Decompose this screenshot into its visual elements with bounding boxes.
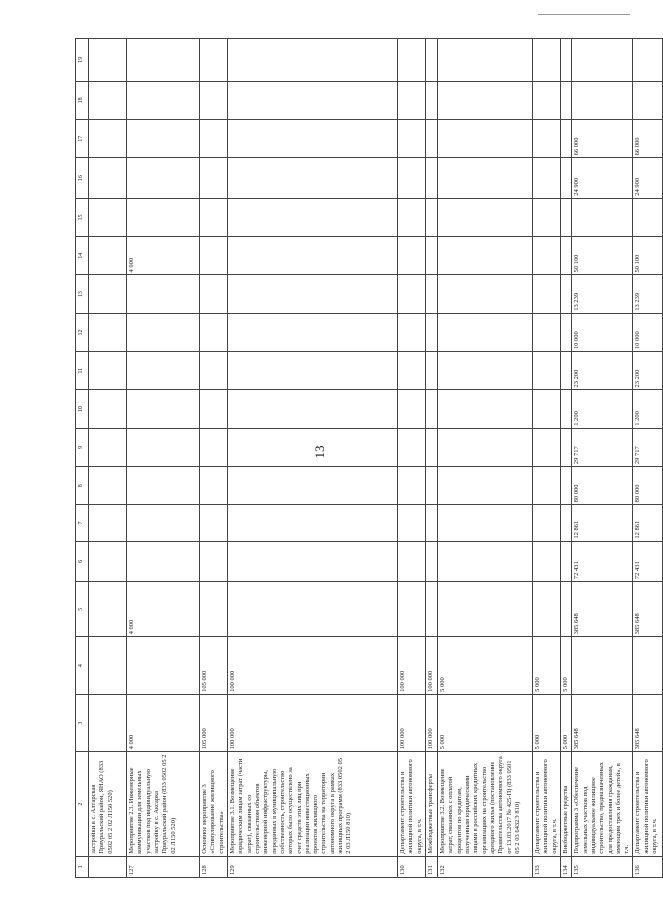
value-cell: 5 000 bbox=[560, 637, 571, 694]
rotated-table-area bbox=[75, 38, 659, 878]
value-cell bbox=[200, 275, 228, 313]
value-cell bbox=[89, 582, 127, 637]
value-cell bbox=[127, 541, 200, 581]
value-cell bbox=[228, 352, 398, 390]
value-cell: 12 861 bbox=[572, 505, 633, 541]
value-cell bbox=[533, 275, 561, 313]
value-cell bbox=[438, 237, 533, 275]
column-header: 17 bbox=[76, 120, 89, 158]
row-number: 129 bbox=[228, 856, 398, 877]
value-cell bbox=[560, 467, 571, 505]
value-cell bbox=[398, 158, 426, 198]
value-cell bbox=[426, 39, 438, 82]
column-header: 4 bbox=[76, 637, 89, 694]
top-right-rule bbox=[538, 14, 630, 15]
value-cell bbox=[398, 81, 426, 119]
value-cell bbox=[560, 541, 571, 581]
value-cell bbox=[438, 390, 533, 428]
value-cell: 29 717 bbox=[572, 428, 633, 466]
value-cell bbox=[127, 39, 200, 82]
table-row bbox=[560, 39, 571, 878]
value-cell bbox=[426, 352, 438, 390]
value-cell bbox=[533, 541, 561, 581]
value-cell bbox=[533, 582, 561, 637]
column-header: 1 bbox=[76, 856, 89, 877]
table-row bbox=[200, 39, 228, 878]
value-cell: 5 000 bbox=[438, 694, 533, 751]
row-name: застройки в с. Алтарская Приуральский район, ЯНАО (833 0502 05 2 02 Л150 520) bbox=[89, 752, 127, 856]
value-cell: 5 000 bbox=[438, 637, 533, 694]
value-cell bbox=[398, 428, 426, 466]
value-cell bbox=[398, 505, 426, 541]
value-cell bbox=[572, 198, 633, 236]
value-cell: 100 000 bbox=[426, 694, 438, 751]
column-header: 15 bbox=[76, 198, 89, 236]
value-cell bbox=[89, 352, 127, 390]
value-cell bbox=[426, 81, 438, 119]
value-cell bbox=[572, 39, 633, 82]
value-cell bbox=[438, 120, 533, 158]
value-cell: 10 000 bbox=[633, 313, 663, 351]
value-cell bbox=[228, 120, 398, 158]
value-cell bbox=[127, 158, 200, 198]
value-cell bbox=[200, 81, 228, 119]
column-header: 12 bbox=[76, 313, 89, 351]
value-cell: 105 000 bbox=[200, 637, 228, 694]
value-cell bbox=[560, 313, 571, 351]
value-cell bbox=[560, 352, 571, 390]
value-cell bbox=[560, 198, 571, 236]
value-cell bbox=[200, 467, 228, 505]
row-name: Подпрограмма 3 «Обеспечение земельных участков под индивидуальное жилищное строительство, предназначенных для предоставления гражданам, имеющим трех и более детей», в т.ч. bbox=[572, 752, 633, 856]
row-name: Основное мероприятие 3 «Стимулирование жилищного строительства» bbox=[200, 752, 228, 856]
rotated-table-wrapper bbox=[75, 38, 659, 878]
value-cell bbox=[426, 541, 438, 581]
value-cell bbox=[228, 541, 398, 581]
value-cell: 23 200 bbox=[572, 352, 633, 390]
value-cell: 100 000 bbox=[426, 637, 438, 694]
value-cell bbox=[127, 198, 200, 236]
column-header: 9 bbox=[76, 428, 89, 466]
value-cell bbox=[633, 39, 663, 82]
header-row bbox=[76, 39, 89, 878]
value-cell bbox=[560, 390, 571, 428]
value-cell bbox=[228, 505, 398, 541]
value-cell bbox=[533, 428, 561, 466]
value-cell bbox=[200, 352, 228, 390]
table-row bbox=[228, 39, 398, 878]
table-row bbox=[633, 39, 663, 878]
value-cell bbox=[89, 275, 127, 313]
value-cell bbox=[438, 81, 533, 119]
value-cell: 4 000 bbox=[127, 694, 200, 751]
value-cell bbox=[398, 275, 426, 313]
value-cell: 100 000 bbox=[398, 637, 426, 694]
value-cell bbox=[200, 505, 228, 541]
value-cell bbox=[438, 541, 533, 581]
value-cell bbox=[560, 582, 571, 637]
value-cell bbox=[438, 352, 533, 390]
row-name: Межбюджетные трансферты bbox=[426, 752, 438, 856]
value-cell bbox=[127, 428, 200, 466]
value-cell bbox=[533, 81, 561, 119]
column-header: 5 bbox=[76, 582, 89, 637]
value-cell bbox=[533, 467, 561, 505]
value-cell bbox=[560, 237, 571, 275]
financing-table bbox=[75, 38, 663, 878]
value-cell bbox=[127, 81, 200, 119]
value-cell bbox=[200, 541, 228, 581]
value-cell bbox=[533, 313, 561, 351]
value-cell bbox=[228, 390, 398, 428]
value-cell bbox=[398, 39, 426, 82]
value-cell bbox=[228, 275, 398, 313]
value-cell bbox=[127, 313, 200, 351]
value-cell: 385 648 bbox=[572, 582, 633, 637]
column-header: 2 bbox=[76, 752, 89, 856]
value-cell bbox=[426, 120, 438, 158]
value-cell bbox=[438, 275, 533, 313]
value-cell bbox=[228, 39, 398, 82]
row-number: 132 bbox=[438, 856, 533, 877]
table-row bbox=[127, 39, 200, 878]
value-cell: 66 000 bbox=[572, 120, 633, 158]
value-cell bbox=[89, 81, 127, 119]
value-cell bbox=[89, 313, 127, 351]
value-cell bbox=[228, 467, 398, 505]
value-cell bbox=[89, 637, 127, 694]
value-cell: 50 100 bbox=[572, 237, 633, 275]
row-name: Мероприятие 2.3. Инженерные коммуникации для земельных участков под индивидуальную застройку в с. Аксарка Приуральский район (833 0502 05 2 02 Л150 520) bbox=[127, 752, 200, 856]
value-cell bbox=[533, 352, 561, 390]
value-cell bbox=[438, 428, 533, 466]
value-cell bbox=[438, 467, 533, 505]
value-cell bbox=[398, 120, 426, 158]
value-cell bbox=[560, 81, 571, 119]
value-cell bbox=[89, 39, 127, 82]
value-cell bbox=[560, 505, 571, 541]
row-number: 134 bbox=[560, 856, 571, 877]
value-cell bbox=[89, 158, 127, 198]
value-cell bbox=[438, 198, 533, 236]
value-cell bbox=[398, 582, 426, 637]
value-cell bbox=[89, 428, 127, 466]
value-cell bbox=[426, 428, 438, 466]
value-cell bbox=[533, 237, 561, 275]
row-name: Внебюджетные средства bbox=[560, 752, 571, 856]
row-number bbox=[89, 856, 127, 877]
value-cell bbox=[426, 158, 438, 198]
value-cell: 23 200 bbox=[633, 352, 663, 390]
row-number: 133 bbox=[533, 856, 561, 877]
value-cell bbox=[426, 582, 438, 637]
value-cell: 24 900 bbox=[633, 158, 663, 198]
column-header: 8 bbox=[76, 467, 89, 505]
value-cell bbox=[426, 313, 438, 351]
value-cell: 105 000 bbox=[200, 694, 228, 751]
value-cell bbox=[200, 198, 228, 236]
value-cell: 100 000 bbox=[228, 637, 398, 694]
value-cell bbox=[426, 390, 438, 428]
value-cell bbox=[533, 39, 561, 82]
value-cell: 100 000 bbox=[398, 694, 426, 751]
value-cell bbox=[426, 275, 438, 313]
value-cell bbox=[89, 505, 127, 541]
value-cell bbox=[127, 467, 200, 505]
table-row bbox=[572, 39, 633, 878]
column-header: 18 bbox=[76, 81, 89, 119]
value-cell bbox=[398, 198, 426, 236]
value-cell bbox=[200, 428, 228, 466]
value-cell bbox=[228, 237, 398, 275]
row-number: 128 bbox=[200, 856, 228, 877]
value-cell bbox=[560, 39, 571, 82]
value-cell bbox=[89, 694, 127, 751]
value-cell: 10 000 bbox=[572, 313, 633, 351]
value-cell: 5 000 bbox=[533, 637, 561, 694]
value-cell: 29 717 bbox=[633, 428, 663, 466]
value-cell: 80 000 bbox=[633, 467, 663, 505]
value-cell bbox=[633, 198, 663, 236]
row-name: Департамент строительства и жилищной политики автономного округа, в т.ч. bbox=[633, 752, 663, 856]
row-name: Департамент строительства и жилищной политики автономного округа, в т.ч. bbox=[398, 752, 426, 856]
column-header: 3 bbox=[76, 694, 89, 751]
value-cell bbox=[200, 582, 228, 637]
column-header: 10 bbox=[76, 390, 89, 428]
value-cell bbox=[572, 637, 633, 694]
table-row bbox=[533, 39, 561, 878]
value-cell bbox=[560, 120, 571, 158]
value-cell bbox=[560, 158, 571, 198]
value-cell bbox=[426, 467, 438, 505]
value-cell bbox=[533, 120, 561, 158]
value-cell: 12 861 bbox=[633, 505, 663, 541]
value-cell bbox=[228, 81, 398, 119]
value-cell bbox=[438, 582, 533, 637]
value-cell bbox=[533, 390, 561, 428]
value-cell bbox=[560, 275, 571, 313]
value-cell bbox=[127, 637, 200, 694]
value-cell bbox=[398, 352, 426, 390]
table-row bbox=[398, 39, 426, 878]
value-cell bbox=[633, 637, 663, 694]
value-cell bbox=[398, 467, 426, 505]
value-cell bbox=[127, 275, 200, 313]
value-cell: 385 648 bbox=[633, 582, 663, 637]
value-cell: 100 000 bbox=[228, 694, 398, 751]
row-name: Мероприятие 3.2. Возмещение затрат, связанных с оплатой процентов по кредитам, полученным юридическими лицами в российских кредитных организациях на строительство арендного жилья (постановление Правительства автономного округа от 13.03.2017 № 425-П) (833 0501 05 2 03 6432Э 810) bbox=[438, 752, 533, 856]
table-row bbox=[438, 39, 533, 878]
value-cell bbox=[89, 541, 127, 581]
value-cell bbox=[200, 120, 228, 158]
row-name: Департамент строительства и жилищной политики автономного округа, в т.ч. bbox=[533, 752, 561, 856]
value-cell bbox=[426, 505, 438, 541]
value-cell: 1 200 bbox=[633, 390, 663, 428]
row-name: Мероприятие 3.1. Возмещение юридическим лицам затрат (части затрат), связанных со строительством объектов инженерной инфраструктуры, переданных в муниципальную собственность, строительство которых было осуществлено за счет средств этих лиц при реализации инвестиционных проектов жилищного строительства на территории автономного округа в рамках жилищных программ (833 0502 05 2 03 Л150 810) bbox=[228, 752, 398, 856]
row-number: 130 bbox=[398, 856, 426, 877]
value-cell bbox=[533, 158, 561, 198]
value-cell: 1 200 bbox=[572, 390, 633, 428]
value-cell bbox=[533, 198, 561, 236]
value-cell bbox=[438, 39, 533, 82]
value-cell bbox=[89, 467, 127, 505]
value-cell bbox=[398, 313, 426, 351]
column-header: 6 bbox=[76, 541, 89, 581]
value-cell bbox=[438, 313, 533, 351]
value-cell bbox=[127, 120, 200, 158]
value-cell bbox=[426, 237, 438, 275]
value-cell: 50 100 bbox=[633, 237, 663, 275]
value-cell bbox=[127, 352, 200, 390]
value-cell bbox=[438, 505, 533, 541]
value-cell bbox=[438, 158, 533, 198]
value-cell: 13 239 bbox=[633, 275, 663, 313]
value-cell: 66 000 bbox=[633, 120, 663, 158]
value-cell: 385 648 bbox=[633, 694, 663, 751]
row-number: 127 bbox=[127, 856, 200, 877]
value-cell bbox=[572, 81, 633, 119]
column-header: 16 bbox=[76, 158, 89, 198]
column-header: 11 bbox=[76, 352, 89, 390]
value-cell bbox=[89, 237, 127, 275]
value-cell bbox=[127, 505, 200, 541]
value-cell: 4 000 bbox=[127, 237, 200, 275]
value-cell bbox=[228, 158, 398, 198]
value-cell bbox=[200, 390, 228, 428]
value-cell bbox=[398, 390, 426, 428]
value-cell bbox=[633, 81, 663, 119]
page-number: 13 bbox=[312, 445, 327, 459]
value-cell: 80 000 bbox=[572, 467, 633, 505]
value-cell bbox=[560, 428, 571, 466]
column-header: 14 bbox=[76, 237, 89, 275]
row-number: 131 bbox=[426, 856, 438, 877]
row-number: 135 bbox=[572, 856, 633, 877]
value-cell bbox=[127, 390, 200, 428]
value-cell bbox=[426, 198, 438, 236]
column-header: 19 bbox=[76, 39, 89, 82]
value-cell: 5 000 bbox=[533, 694, 561, 751]
value-cell bbox=[89, 390, 127, 428]
value-cell bbox=[228, 313, 398, 351]
value-cell bbox=[398, 237, 426, 275]
value-cell bbox=[228, 198, 398, 236]
value-cell: 13 239 bbox=[572, 275, 633, 313]
value-cell: 24 900 bbox=[572, 158, 633, 198]
value-cell bbox=[200, 39, 228, 82]
table-row bbox=[89, 39, 127, 878]
column-header: 7 bbox=[76, 505, 89, 541]
value-cell bbox=[200, 158, 228, 198]
value-cell bbox=[89, 120, 127, 158]
value-cell: 385 648 bbox=[572, 694, 633, 751]
value-cell: 72 431 bbox=[572, 541, 633, 581]
column-header: 13 bbox=[76, 275, 89, 313]
row-number: 136 bbox=[633, 856, 663, 877]
value-cell: 72 431 bbox=[633, 541, 663, 581]
value-cell bbox=[89, 198, 127, 236]
value-cell bbox=[228, 582, 398, 637]
table-row bbox=[426, 39, 438, 878]
value-cell: 4 000 bbox=[127, 582, 200, 637]
value-cell bbox=[200, 237, 228, 275]
value-cell bbox=[228, 428, 398, 466]
value-cell: 5 000 bbox=[560, 694, 571, 751]
value-cell bbox=[533, 505, 561, 541]
value-cell bbox=[200, 313, 228, 351]
value-cell bbox=[398, 541, 426, 581]
